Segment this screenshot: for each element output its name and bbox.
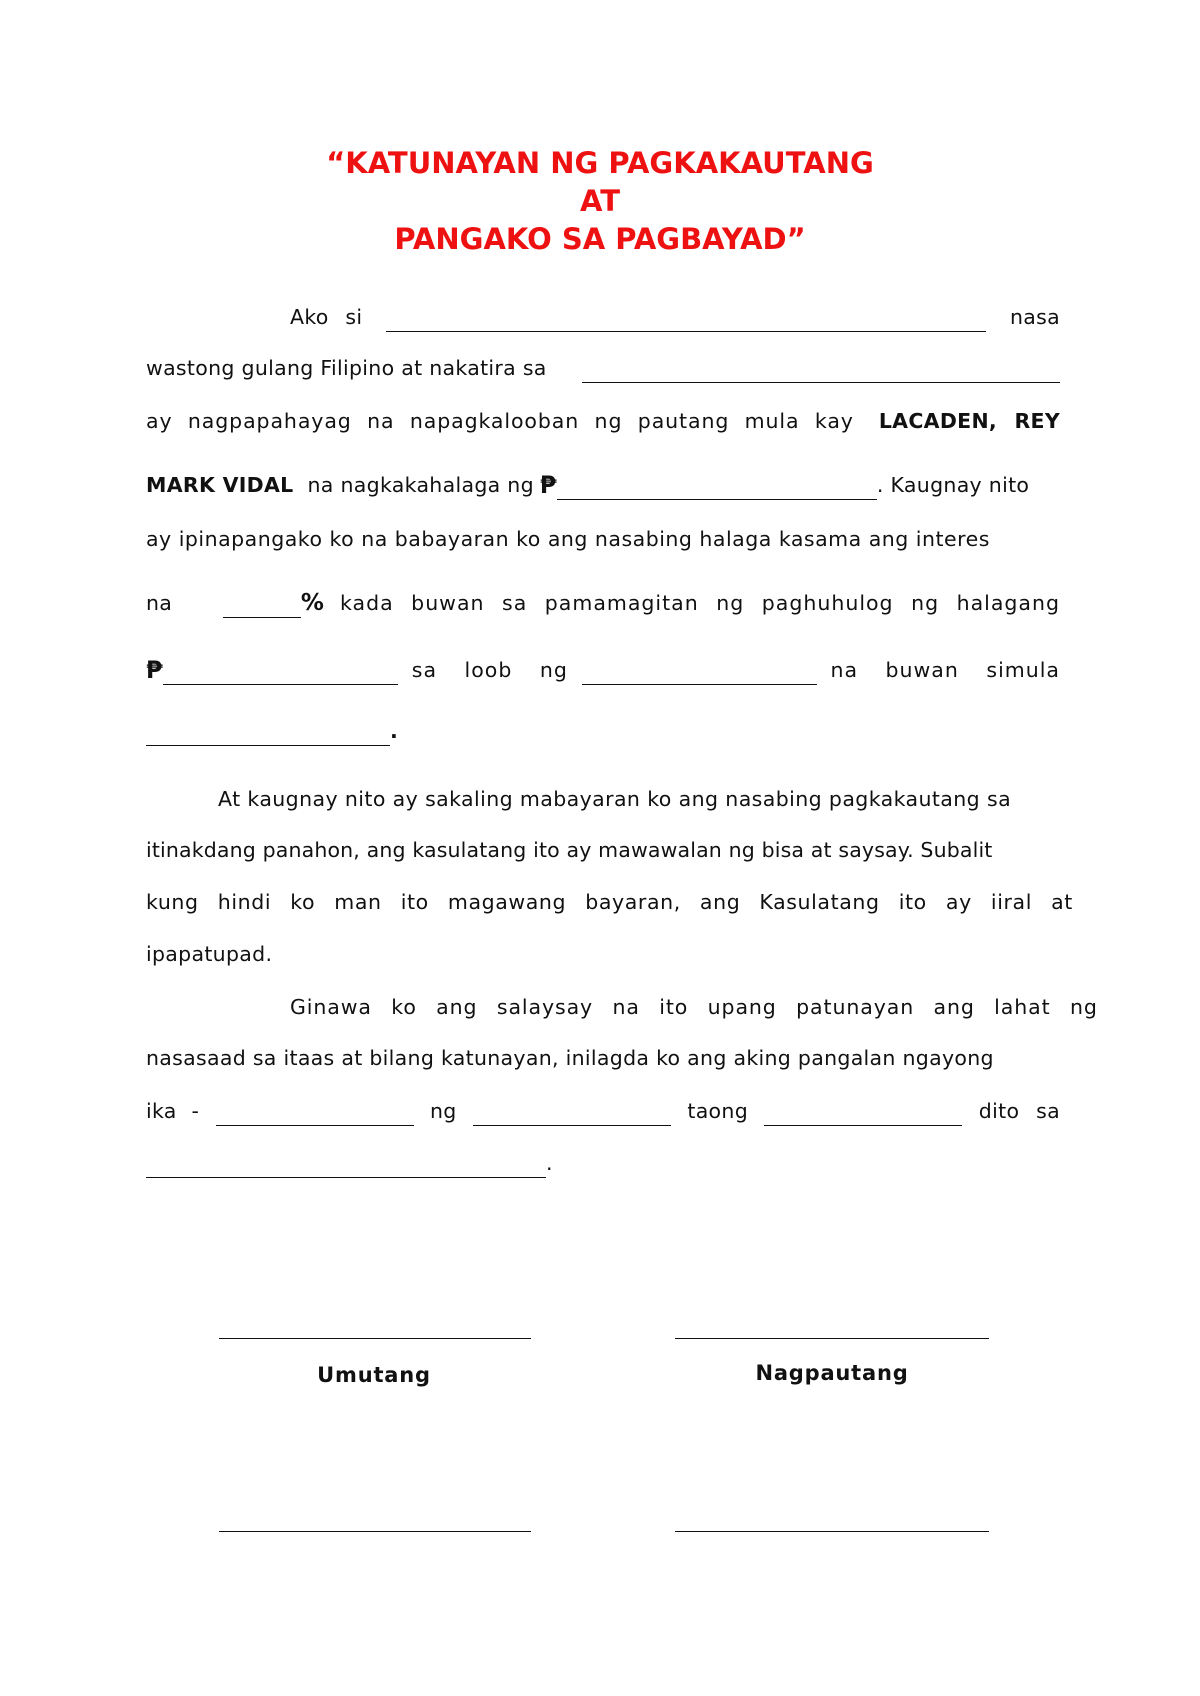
installment-amount-blank[interactable] [163,662,398,685]
lender-witness-line[interactable] [675,1531,989,1532]
text-kaugnay-nito: . Kaugnay nito [876,473,1030,497]
para1-line-7 [146,655,1060,685]
peso-sign: ₱ [539,471,557,499]
lender-signature-line[interactable] [675,1338,989,1339]
amount-blank[interactable] [557,477,877,500]
para2-text-4: ipapatupad. [146,942,273,966]
text-sa-loob-ng: sa loob ng [411,658,568,682]
peso-sign-2: ₱ [146,656,163,684]
lender-name-part-2: MARK VIDAL [146,473,294,497]
para2-line-2 [146,835,1060,865]
address-blank[interactable] [582,360,1060,383]
text-nagpapahayag: ay nagpapahayag na napagkalooban ng pautang mula kay [146,409,854,433]
para3-period: . [546,1151,553,1175]
text-ng: ng [429,1099,457,1123]
title-line-2: AT [580,184,620,218]
para2-line-1 [218,784,1060,814]
borrower-signature-line[interactable] [219,1338,531,1339]
para1-line-3 [146,406,1060,436]
para3-text-2: nasasaad sa itaas at bilang katunayan, inilagda ko ang aking pangalan ngayong [146,1046,994,1070]
para2-text-1: At kaugnay nito ay sakaling mabayaran ko ang nasabing pagkakautang sa [218,787,1012,811]
para1-line-8 [146,716,1060,746]
text-na: na [146,591,173,615]
para1-line-5 [146,524,1060,554]
para1-period: . [390,719,399,743]
title-line-1: “KATUNAYAN NG PAGKAKAUTANG [326,146,874,180]
month-blank[interactable] [473,1103,671,1126]
text-nagkakahalaga: na nagkakahalaga ng [307,473,534,497]
name-blank[interactable] [386,309,986,332]
para1-line-1 [290,302,1060,332]
lender-name-part-1: LACADEN, REY [878,409,1060,433]
months-blank[interactable] [582,662,817,685]
para2-text-3: kung hindi ko man ito magawang bayaran, ang Kasulatang ito ay iiral at [146,890,1073,914]
para1-line-2 [146,353,1060,383]
para1-line-4 [146,470,1060,500]
document-title [0,144,1200,258]
day-blank[interactable] [216,1103,414,1126]
text-taong: taong [687,1099,749,1123]
text-kada-buwan: kada buwan sa pamamagitan ng paghuhulog ng halagang [340,591,1060,615]
text-ika: ika - [146,1099,200,1123]
para2-line-3 [146,887,1073,917]
para1-line-6 [146,588,1060,618]
para3-line-3 [146,1096,1060,1126]
text-wastong-gulang: wastong gulang Filipino at nakatira sa [146,356,547,380]
para2-line-4 [146,939,1060,969]
installment-group [146,655,398,685]
para3-line-2 [146,1043,1060,1073]
text-na-buwan-simula: na buwan simula [830,658,1060,682]
text-ako-si: Ako si [290,305,363,329]
place-blank[interactable] [146,1155,546,1178]
year-blank[interactable] [764,1103,962,1126]
lender-label: Nagpautang [755,1361,909,1385]
percent-sign: % [300,590,325,616]
para3-text-1: Ginawa ko ang salaysay na ito upang patunayan ang lahat ng [290,995,1098,1019]
start-date-blank[interactable] [146,723,390,746]
text-nasa: nasa [1010,305,1060,329]
para3-line-4 [146,1148,1060,1178]
para2-text-2: itinakdang panahon, ang kasulatang ito ay mawawalan ng bisa at saysay. Subalit [146,838,993,862]
text-dito-sa: dito sa [978,1099,1060,1123]
interest-rate-blank[interactable] [223,595,301,618]
text-ipinapangako: ay ipinapangako ko na babayaran ko ang nasabing halaga kasama ang interes [146,527,990,551]
para3-line-1 [290,992,1098,1022]
title-line-3: PANGAKO SA PAGBAYAD” [394,222,806,256]
borrower-witness-line[interactable] [219,1531,531,1532]
borrower-label: Umutang [317,1363,431,1387]
